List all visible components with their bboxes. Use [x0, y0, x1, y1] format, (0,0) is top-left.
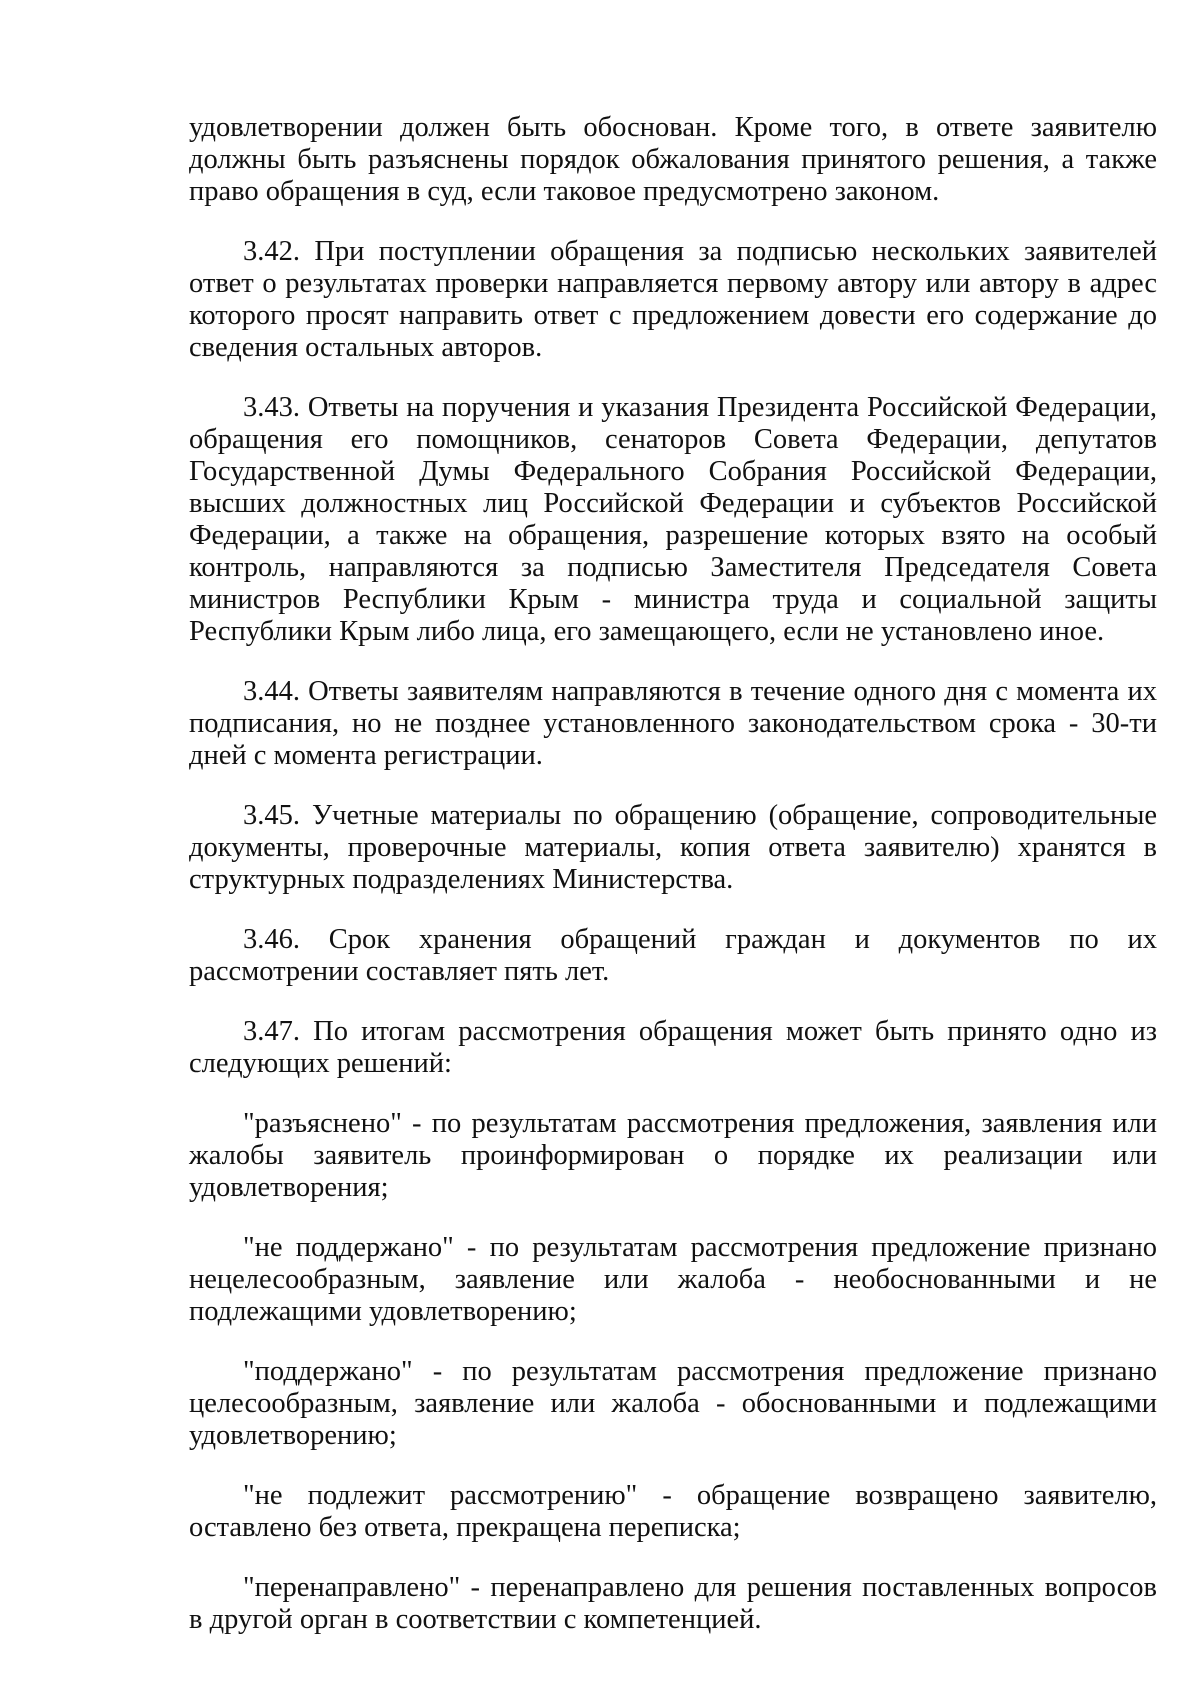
decision-not-subject-to-review: "не подлежит рассмотрению" - обращение возвращено заявителю, оставлено без ответа, прекращена переписка; — [189, 1480, 1157, 1543]
decision-explained: "разъяснено" - по результатам рассмотрения предложения, заявления или жалобы заявитель проинформирован о порядке их реализации или удовлетворения; — [189, 1108, 1157, 1203]
paragraph-3-45: 3.45. Учетные материалы по обращению (обращение, сопроводительные документы, проверочные материалы, копия ответа заявителю) хранятся в структурных подразделениях Министерства. — [189, 800, 1157, 895]
paragraph-3-46: 3.46. Срок хранения обращений граждан и документов по их рассмотрении составляет пять лет. — [189, 924, 1157, 987]
decision-redirected: "перенаправлено" - перенаправлено для решения поставленных вопросов в другой орган в соответствии с компетенцией. — [189, 1572, 1157, 1635]
decision-not-supported: "не поддержано" - по результатам рассмотрения предложение признано нецелесообразным, заявление или жалоба - необоснованными и не подлежащими удовлетворению; — [189, 1232, 1157, 1327]
paragraph-3-43: 3.43. Ответы на поручения и указания Президента Российской Федерации, обращения его помощников, сенаторов Совета Федерации, депутатов Государственной Думы Федерального Собрания Российской Федерации, высших должностных лиц Российской Федерации и субъектов Российской Федерации, а также на обращения, разрешение которых взято на особый контроль, направляются за подписью Заместителя Председателя Совета министров Республики Крым - министра труда и социальной защиты Республики Крым либо лица, его замещающего, если не установлено иное. — [189, 392, 1157, 647]
document-body — [189, 112, 1157, 1664]
paragraph-3-44: 3.44. Ответы заявителям направляются в течение одного дня с момента их подписания, но не позднее установленного законодательством срока - 30-ти дней с момента регистрации. — [189, 676, 1157, 771]
paragraph-3-47: 3.47. По итогам рассмотрения обращения может быть принято одно из следующих решений: — [189, 1016, 1157, 1079]
paragraph-3-42: 3.42. При поступлении обращения за подписью нескольких заявителей ответ о результатах проверки направляется первому автору или автору в адрес которого просят направить ответ с предложением довести его содержание до сведения остальных авторов. — [189, 236, 1157, 363]
paragraph-continuation: удовлетворении должен быть обоснован. Кроме того, в ответе заявителю должны быть разъяснены порядок обжалования принятого решения, а также право обращения в суд, если таковое предусмотрено законом. — [189, 112, 1157, 207]
decision-supported: "поддержано" - по результатам рассмотрения предложение признано целесообразным, заявление или жалоба - обоснованными и подлежащими удовлетворению; — [189, 1356, 1157, 1451]
